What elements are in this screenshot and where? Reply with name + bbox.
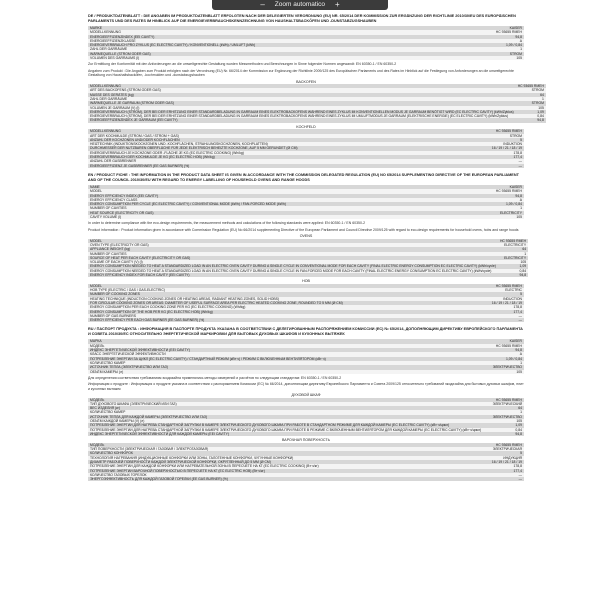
de-hob-row-label: DURCHMESSER DER NUTZBAREN OBERFLÄCHE FÜR JEDE ELEKTRISCH BEHEIZTE KOCHZONE, AUF 5 MM GERUNDET (Ø CM) — [88, 146, 460, 150]
ru-note-product: Информация о продукте : Информация о продукте указана в соответствии с распоряжением Комиссии (ЕС) № 66/2014, дополняющим директиву Европейского Парламента и Совета 2009/125 относительно требований экодизайна для бытовых духовых шкафов, плит и кухонных вытяжек — [88, 382, 524, 391]
de-hob-row-label: ART DER KOCHMULDE (STROM / GAS / STROM + GAS) — [88, 134, 460, 138]
ru-oven-row-value: HC 93655 RMEH — [483, 398, 524, 402]
de-oven-row-value: 0,84 — [516, 114, 546, 118]
de-label-row-label: MARKE — [88, 26, 460, 30]
de-hob-row-value: 16 / 19 / 21 / 18 / 19 — [460, 146, 524, 150]
ru-intro: RU / ПАСПОРТ ПРОДУКТА : ИНФОРМАЦИЯ В ПАСПОРТЕ ПРОДУКТА УКАЗАНА В СООТВЕТСТВИИ С ДЕЛЕГИРОВАННЫМ РАСПОРЯЖЕНИЕМ КОМИССИИ (ЕС) № 65/2014, ДОПОЛНЯЮЩИМ ДИРЕКТИВУ ЕВРОПЕЙСКОГО ПАРЛАМЕНТА И СОВЕТА 2010/30/ЕС ОТНОСИТЕЛЬНО ЭНЕРГЕТИЧЕСКОЙ МАРКИРОВКИ ДЛЯ БЫТОВЫХ ДУХОВЫХ ШКАФОВ И КУХОННЫХ ВЫТЯЖЕК — [88, 327, 523, 337]
en-oven-row-label: NUMBER OF CAVITIES — [88, 252, 498, 256]
ru-label-row-label: МОДЕЛЬ — [88, 344, 460, 348]
de-hob-row-label: ANZAHL DER GASBRENNER — [88, 159, 460, 163]
ru-label-row-label: ИСТОЧНИК ТЕПЛА (ЭЛЕКТРИЧЕСТВО ИЛИ ГАЗ) — [88, 365, 460, 369]
de-oven-row-label: ENERGIEEFFIZIENZINDEX JE GARRAUM (EEI CAVITY) — [88, 118, 516, 122]
de-oven-row-value: 1 — [516, 97, 546, 101]
de-note-product: Angaben zum Produkt : Die Angaben zum Produkt erfolgten nach der Verordnung (EU) Nr. 66/2014 der Kommission zur Ergänzung der Richtlinie 2009/125 des Europäischen Parlaments und des Rates im Hinblick auf die Festlegung von Anforderungen an die umweltgerechte Gestaltung von Haushaltsbacköfen, -kochmulden und -dunstabzugshauben — [88, 68, 514, 78]
ru-hob-heading: ВАРОЧНАЯ ПОВЕРХНОСТЬ — [282, 438, 330, 443]
ru-hob-row-value: 177,4 — [460, 469, 524, 473]
en-hob-row-label: ENERGY CONSUMPTION PER EACH COOKING ZONE PER KG (EC ELECTRIC COOKING) (Wh/kg) — [88, 305, 460, 309]
en-oven-row-label: APPLIANCE WEIGHT (kg) — [88, 247, 498, 251]
en-label-row-label: ENERGY CONSUMPTION PER CYCLE (EC ELECTRIC CAVITY) / CONVENTIONAL MODE (kWh) / FAN-FORCED MODE (kWh) — [88, 202, 460, 206]
en-label-row-value: 1 — [460, 206, 524, 210]
en-oven-row-label: ENERGY CONSUMPTION NEEDED TO HEAT A STANDARDIZED LOAD IN AN ELECTRIC OVEN CAVITY DURING A SINGLE CYCLE IN CONVENTIONAL MODE FOR EACH CAVITY (FINAL ELECTRIC ENERGY CONSUMPTION EC ELECTRIC CAVITY) (kWh/cycle) — [90, 264, 496, 269]
en-label-row-label: ENERGY EFFICIENCY CLASS — [88, 198, 460, 202]
ru-label-row-label: МАРКА — [88, 339, 460, 343]
de-label-row-label: ENERGIEEFFIZIENZINDEX (EEI CAVITY) — [88, 35, 460, 39]
en-label-row-label: CAVITY VOLUME (l) — [88, 215, 460, 219]
en-hob-row-value: 16 / 19 / 21 / 18 / 19 — [460, 301, 524, 305]
ru-label-row-value: 105 — [460, 370, 524, 374]
ru-oven-row-value: 1 — [483, 410, 524, 414]
ru-oven-row-label: ОБЪЁМ КАЖДОЙ КАМЕРЫ (V) (л) — [88, 419, 483, 423]
de-hob-row-value: — — [460, 164, 524, 168]
zoom-in-button[interactable]: + — [335, 0, 340, 9]
en-hob-row-label: FOR CIRCULAR COOKING ZONES OR AREAS: DIAMETER OF USEFUL SURFACE AREA PER ELECTRIC HEATED COOKING ZONE, ROUNDED TO 5 MM (Ø CM) — [88, 301, 460, 305]
en-hob-row-value: 178,8 — [460, 305, 524, 309]
ru-hob-row-label: ПОТРЕБЛЕНИЕ ЭНЕРГИИ ДЛЯ КАЖДОЙ КОНФОРКИ ИЛИ НАГРЕВАТЕЛЬНОЙ ЗОНЫ В ПЕРЕСЧЕТЕ НА КГ (EC ELECTRIC COOKING) (Вт·ч/кг) — [88, 464, 460, 468]
de-label-row-value: 94,8 — [460, 35, 524, 39]
de-oven-row-label: MASSE DES GERÄTES (kg) — [88, 93, 516, 97]
ru-oven-row-value: 105 — [483, 419, 524, 423]
ru-hob-row-label: ПОТРЕБЛЕНИЕ ЭНЕРГИИ ВАРОЧНОЙ ПОВЕРХНОСТЬЮ В ПЕРЕСЧЕТЕ НА КГ (EC ELECTRIC HOB) (Вт·ч/кг) — [88, 469, 460, 473]
de-oven-heading: BACKOFEN — [296, 79, 316, 84]
de-hob-row-value: HC 93655 RMEH — [460, 129, 524, 133]
en-oven-row-label: MODEL — [88, 239, 498, 243]
ru-label-row-value: 94,8 — [460, 348, 524, 352]
ru-hob-row-label: ЭНЕРГОЭФФЕКТИВНОСТЬ ДЛЯ КАЖДОЙ ГАЗОВОЙ ГОРЕЛКИ (EE GAS BURNER) (%) — [88, 477, 460, 481]
ru-oven-row-value: ЭЛЕКТРИЧЕСТВО — [483, 415, 524, 419]
en-label-table — [88, 185, 524, 219]
en-oven-row-value: HC 93655 RMEH — [499, 238, 527, 243]
de-hob-row-label: ENERGIEVERBRAUCH JE KOCHZONE ODER -FLÄCHE JE KG (EC ELECTRIC COOKING) (Wh/kg) — [88, 151, 460, 155]
ru-label-row-value: A — [460, 352, 524, 356]
document-page — [88, 14, 544, 600]
de-hob-row-value: 5 — [460, 138, 524, 142]
de-hob-table — [88, 129, 524, 168]
ru-oven-row-label: МОДЕЛЬ — [88, 398, 483, 402]
ru-hob-row-value: HC 93655 RMEH — [460, 443, 524, 447]
de-oven-row-value: STROM — [516, 101, 546, 105]
de-hob-heading: KOCHFELD — [296, 124, 316, 129]
zoom-level-label[interactable]: Zoom automatico — [274, 1, 325, 8]
ru-label-table — [88, 339, 524, 373]
en-label-row — [88, 215, 524, 219]
en-label-row-label: ENERGY EFFICIENCY INDEX (EEI CAVITY) — [88, 194, 460, 198]
ru-hob-row-label: ТЕХНОЛОГИЯ НАГРЕВАНИЯ (ИНДУКЦИОННЫЕ КОНФОРКИ ИЛИ ЗОНЫ, ГАЛОГЕННЫЕ КОНФОРКИ, ЧУГУННЫЕ КОНФОРКИ) — [88, 456, 460, 460]
ru-hob-row-value: ЭЛЕКТРИЧЕСКАЯ — [460, 447, 524, 451]
de-hob-row-value: 177,4 — [460, 155, 524, 159]
en-hob-row-label: ENERGY CONSUMPTION OF THE HOB PER KG (EC ELECTRIC HOB) (Wh/kg) — [88, 310, 460, 314]
de-oven-row-label: ENERGIEVERBRAUCH (STROM), DER BEI DER ERHITZUNG EINER STANDARDBELADUNG IN GARRAUM EINES ELEKTROBACKOFENS WÄHREND EINES ZYKLUS IM KONVENTIONELLEN MODUS JE GARRAUM BENÖTIGT WIRD (EC ELECTRIC CAVITY) (kWh/Zyklus) — [90, 109, 514, 114]
ru-oven-row-value: 1,09 — [483, 423, 524, 427]
de-intro: DE / PRODUKTDATENBLATT : DIE ANGABEN IM PRODUKTDATENBLATT ERFOLGTEN NACH DER DELEGIERTEN VERORDNUNG (EU) NR. 65/2014 DER KOMMISSION ZUR ERGÄNZUNG DER RICHTLINIE 2010/30/EU DES EUROPÄISCHEN PARLAMENTS UND DES RATES IM HINBLICK AUF DIE ENERGIEVERBRAUCHSKENNZEICHNUNG VON HAUSHALTSBACKÖFEN UND -DUNSTABZUGSHAUBEN — [88, 14, 516, 23]
ru-hob-row-label: ТИП ПОВЕРХНОСТИ (ЭЛЕКТРИЧЕСКАЯ / ГАЗОВАЯ / ЭЛЕКТРОГАЗОВАЯ) — [88, 447, 460, 451]
de-oven-row-value: 105 — [516, 106, 546, 110]
de-label-row-value: 1 — [460, 47, 524, 51]
de-label-row-label: ENERGIEVERBRAUCH PRO ZYKLUS (EC ELECTRIC CAVITY) / KONVENTIONELL (kWh) / UMLUFT (kWh) — [88, 43, 460, 47]
de-label-row-label: VOLUMEN DES GARRAUMS (l) — [88, 56, 460, 60]
en-hob-row-value: 177,4 — [460, 310, 524, 314]
en-oven-row-label: VOLUME OF EACH CAVITY (V) (l) — [88, 260, 498, 264]
en-oven-row-value: 1,09 — [498, 264, 528, 268]
en-label-row-label: NUMBER OF CAVITIES — [88, 206, 460, 210]
en-label-row-value: ELECTRICITY — [460, 211, 524, 215]
en-hob-row-label: ENERGY EFFICIENCY PER EACH GAS BURNER (EE GAS BURNER) (%) — [88, 318, 460, 322]
de-label-row-value: STROM — [460, 52, 524, 56]
ru-oven-row — [88, 432, 524, 436]
en-hob-row-label: NUMBER OF GAS BURNERS — [88, 314, 460, 318]
ru-hob-row-value: — — [460, 473, 524, 477]
en-hob-row-label: HEATING TECHNIQUE (INDUCTION COOKING ZONES OR HEATING AREAS, RADIANT HEATING ZONES, SOLID HOBS) — [88, 297, 460, 301]
de-label-row-label: ENERGIEEFFIZIENZKLASSE — [88, 39, 460, 43]
de-oven-row-label: WÄRMEQUELLE JE GARRAUM (STROM ODER GAS) — [88, 101, 516, 105]
en-note-product: Product information : Product information given in accordance with Commission Regulation (EU) No 66/2014 supplementing Directive of the European Parliament and Council Directive 2009/125 with regard to eco-design requirements for household ovens, hobs and range hoods — [88, 227, 519, 232]
en-hob-table — [88, 284, 524, 323]
ru-oven-row-label: ВЕС ИЗДЕЛИЯ (кг) — [88, 406, 483, 410]
en-oven-row-value: 1 — [498, 252, 528, 256]
ru-oven-row-label: ТИП ДУХОВОГО ШКАФА (ЭЛЕКТРИЧЕСКИЙ ИЛИ ГАЗ) — [88, 402, 483, 406]
en-hob-row-value: ELECTRIC — [460, 288, 524, 292]
ru-oven-table — [88, 398, 524, 437]
en-label-row-value: A — [460, 198, 524, 202]
zoom-out-button[interactable]: – — [260, 0, 265, 9]
ru-label-row-value: 1,09 / 0,84 — [460, 357, 524, 361]
ru-label-row-label: ОБЪЁМ КАМЕРЫ (л) — [88, 370, 460, 374]
en-oven-row-value: 64 — [498, 247, 528, 251]
en-hob-row-label: MODEL — [88, 284, 460, 288]
de-hob-row-value: 178,8 — [460, 151, 524, 155]
zoom-control — [212, 0, 388, 10]
ru-hob-row-value: — — [460, 477, 524, 481]
en-hob-row-value: — — [460, 318, 524, 322]
en-oven-row-label: ENERGY EFFICIENCY INDEX FOR EACH CAVITY (EEI CAVITY) — [88, 273, 498, 277]
ru-oven-heading: ДУХОВОЙ ШКАФ — [291, 393, 321, 398]
de-label-row-label: WÄRMEQUELLE (STROM ODER GAS) — [88, 52, 460, 56]
en-oven-row-value: ELECTRICITY — [498, 243, 528, 247]
ru-oven-row-label: ИНДЕКС ЭНЕРГЕТИЧЕСКОЙ ЭФФЕКТИВНОСТИ ДЛЯ КАЖДОЙ КАМЕРЫ (EEI CAVITY) — [88, 432, 483, 436]
ru-hob-row-label: МОДЕЛЬ — [88, 443, 460, 447]
en-oven-row-label: SOURCE OF HEAT PER EACH CAVITY (ELECTRICITY OR GAS) — [88, 256, 498, 260]
ru-hob-row-value: 16 / 19 / 21 / 18 / 19 — [460, 460, 524, 464]
de-oven-row-value: HC 93655 RMEH — [517, 84, 544, 89]
de-oven-row-value: 94,8 — [516, 118, 546, 122]
en-oven-row-value: 105 — [498, 260, 528, 264]
de-oven-row-label: ENERGIEVERBRAUCH (STROM), DER BEI DER ERHITZUNG EINER STANDARDBELADUNG IN GARRAUM EINES ELEKTROBACKOFENS WÄHREND EINES ZYKLUS IM UMLUFTMODUS JE GARRAUM (ELEKTRISCHE ENERGIE) (EC ELECTRIC CAVITY) (kWh/Zyklus) — [88, 114, 516, 118]
de-oven-row — [88, 118, 546, 122]
de-label-row-value: 1,09 / 0,84 — [460, 43, 524, 47]
ru-label-row-value: HC 93655 RMEH — [460, 344, 524, 348]
en-oven-row-value: 94,8 — [498, 273, 528, 277]
en-hob-row-value: 5 — [460, 292, 524, 296]
en-label-row-value: HC 93655 RMEH — [460, 189, 524, 193]
ru-hob-row-label: КОЛИЧЕСТВО ГАЗОВЫХ ГОРЕЛОК — [88, 473, 460, 477]
de-label-row-value: KAISER — [460, 26, 524, 30]
de-label-row-value: A — [460, 39, 524, 43]
ru-hob-row-label: ДИАМЕТР РАБОЧЕЙ ПОВЕРХНОСТИ КАЖДОЙ ЭЛЕКТРИЧЕСКОЙ КОНФОРКИ, ОКРУГЛЕННЫЙ ДО 5 ММ (Ø СМ) — [88, 460, 460, 464]
ru-oven-row-label: ПОТРЕБЛЕНИЕ ЭНЕРГИИ ДЛЯ НАГРЕВА СТАНДАРТНОЙ ЗАГРУЗКИ В КАМЕРЕ ЭЛЕКТРИЧЕСКОГО ДУХОВОГО ШКАФА ПРИ РАБОТЕ В РЕЖИМЕ С ВКЛЮЧЕННЫМ ВЕНТИЛЯТОРОМ ДЛЯ КАЖДОЙ КАМЕРЫ (EC ELECTRIC CAVITY) (кВт·ч/цикл) — [90, 427, 482, 432]
ru-label-row-value: ЭЛЕКТРИЧЕСТВО — [460, 365, 524, 369]
ru-label-row — [88, 370, 524, 374]
en-label-row-value: 1,09 / 0,84 — [460, 202, 524, 206]
ru-oven-row-value: 94,8 — [483, 432, 524, 436]
en-hob-row-label: HOB TYPE (ELECTRIC / GAS / GAS-ELECTRIC) — [88, 288, 460, 292]
en-oven-row-label: ENERGY CONSUMPTION NEEDED TO HEAT A STANDARDIZED LOAD IN AN ELECTRIC OVEN CAVITY DURING A SINGLE CYCLE IN FAN-FORCED MODE FOR EACH CAVITY (FINAL ELECTRIC ENERGY CONSUMPTION EC ELECTRIC CAVITY) (kWh/cycle) — [88, 269, 498, 273]
de-hob-row-label: ENERGIEEFFIZIENZ JE GASBRENNER (EE GAS BURNER) (%) — [88, 164, 460, 168]
en-oven-row-value: ELECTRICITY — [498, 256, 528, 260]
en-oven-row-label: OVEN TYPE (ELECTRICITY OR GAS) — [88, 243, 498, 247]
de-oven-row-label: ART DES BACKOFENS (STROM ODER GAS) — [88, 88, 516, 92]
en-label-row-label: HEAT SOURCE (ELECTRICITY OR GAS) — [88, 211, 460, 215]
de-oven-row-label: MODELLKENNUNG — [88, 84, 516, 88]
en-hob-row — [88, 318, 524, 322]
de-note-standards: Zur Ermittlung der Konformität mit den Anforderungen an die umweltgerechte Gestaltung wurden Messmethoden und Berechnungen in Sinne folgender Normen angewandt: EN 60350-1 / EN 60350-2 — [88, 62, 397, 67]
en-label-row-label: NAME — [88, 185, 460, 189]
en-hob-row-value: HC 93655 RMEH — [460, 284, 524, 288]
en-label-row-value: KAISER — [460, 185, 524, 189]
de-label-table — [88, 26, 524, 60]
de-hob-row-value: INDUKTION — [460, 142, 524, 146]
en-oven-row-value: 0,84 — [498, 269, 528, 273]
de-hob-row-value: STROM — [460, 134, 524, 138]
ru-label-row-label: КЛАСС ЭНЕРГЕТИЧЕСКОЙ ЭФФЕКТИВНОСТИ — [88, 352, 460, 356]
de-oven-table — [88, 84, 546, 123]
en-hob-row-label: NUMBER OF COOKING ZONES — [88, 292, 460, 296]
ru-oven-row-value: 64 — [483, 406, 524, 410]
de-hob-row-label: MODELLKENNUNG — [88, 129, 460, 133]
de-label-row-label: MODELLKENNUNG — [88, 30, 460, 34]
ru-oven-row-label: ПОТРЕБЛЕНИЕ ЭНЕРГИИ ДЛЯ НАГРЕВА СТАНДАРТНОЙ ЗАГРУЗКИ В КАМЕРЕ ЭЛЕКТРИЧЕСКОГО ДУХОВОГО ШКАФА ПРИ РАБОТЕ В СТАНДАРТНОМ РЕЖИМЕ ДЛЯ КАЖДОЙ КАМЕРЫ (EC ELECTRIC CAVITY) (кВт·ч/цикл) — [88, 423, 483, 427]
en-label-row-value: 94,8 — [460, 194, 524, 198]
en-hob-row-value: — — [460, 314, 524, 318]
en-oven-row — [88, 273, 528, 277]
ru-hob-row — [88, 477, 524, 481]
de-label-row-value: 105 — [460, 56, 524, 60]
de-oven-row-label: VOLUMEN JE GARRAUM (V) (l) — [88, 106, 516, 110]
de-oven-row-value: 64 — [516, 93, 546, 97]
de-oven-row-value: 1,09 — [516, 110, 546, 114]
de-oven-row-value: STROM — [516, 88, 546, 92]
de-label-row-label: ZAHL DER GARRÄUME — [88, 47, 460, 51]
de-hob-row — [88, 164, 524, 168]
en-hob-heading: HOB — [302, 279, 310, 284]
de-hob-row-label: HEIZTECHNIK (INDUKTIONSKOCHZONEN UND -KOCHFLÄCHEN, STRAHLUNGSKOCHZONEN, KOCHPLATTEN) — [88, 142, 460, 146]
en-note-standards: In order to determine compliance with the eco-design requirements, the measurement methods and calculations of the following standards were applied: EN 60350-1 / EN 60350-2 — [88, 221, 366, 226]
ru-label-row-label: КОЛИЧЕСТВО КАМЕР — [88, 361, 460, 365]
ru-oven-row-value: 0,84 — [483, 428, 524, 432]
ru-hob-row-label: КОЛИЧЕСТВО КОНФОРОК — [88, 451, 460, 455]
ru-hob-row-value: 5 — [460, 451, 524, 455]
de-hob-row-label: ANZAHL DER KOCHZONEN UND/ODER KOCHFLÄCHEN — [88, 138, 460, 142]
ru-hob-row-value: 178,8 — [460, 464, 524, 468]
de-label-row — [88, 56, 524, 60]
ru-note-standards: Для определения соответствия требованиям экодизайна применялись методы измерений и расчётов по следующим стандартам: EN 60350-1 / EN 60350-2 — [88, 375, 342, 380]
de-hob-row-value: — — [460, 159, 524, 163]
ru-oven-row-label: КОЛИЧЕСТВО КАМЕР — [88, 410, 483, 414]
ru-label-row-value: KAISER — [460, 339, 524, 343]
ru-oven-row-value: ЭЛЕКТРИЧЕСКИЙ — [483, 402, 524, 406]
de-label-row-value: HC 93655 RMEH — [460, 30, 524, 34]
en-hob-row-value: INDUCTION — [460, 297, 524, 301]
en-intro: EN / PRODUCT FICHE : THE INFORMATION IN THE PRODUCT DATA SHEET IS GIVEN IN ACCORDANCE WITH THE COMMISSION DELEGATED REGULATION (EU) NO 65/2014 SUPPLEMENTING DIRECTIVE OF THE EUROPEAN PARLIAMENT AND OF THE COUNCIL 2010/30/EU WITH REGARD TO ENERGY LABELLING OF HOUSEHOLD OVENS AND RANGE HOODS — [88, 172, 519, 182]
ru-label-row-label: ИНДЕКС ЭНЕРГЕТИЧЕСКОЙ ЭФФЕКТИВНОСТИ (EEI CAVITY) — [88, 348, 460, 352]
ru-oven-row-label: ИСТОЧНИК ТЕПЛА ДЛЯ КАЖДОЙ КАМЕРЫ (ЭЛЕКТРИЧЕСТВО ИЛИ ГАЗ) — [88, 415, 483, 419]
de-hob-row-label: ENERGIEVERBRAUCH DER KOCHMULDE JE KG (EC ELECTRIC HOB) (Wh/kg) — [88, 155, 460, 159]
ru-hob-row-value: ИНДУКЦИЯ — [460, 456, 524, 460]
en-oven-table — [88, 239, 528, 278]
ru-label-row-label: ПОТРЕБЛЕНИЕ ЭНЕРГИИ ЗА ЦИКЛ (EC ELECTRIC CAVITY) / СТАНДАРТНЫЙ РЕЖИМ (кВт·ч) / РЕЖИМ С ВКЛЮЧЕННЫМ ВЕНТИЛЯТОРОМ (кВт·ч) — [88, 357, 460, 361]
ru-hob-table — [88, 443, 524, 482]
de-oven-row-label: ZAHL DER GARRÄUME — [88, 97, 516, 101]
en-label-row-value: 105 — [460, 215, 524, 219]
ru-label-row-value: 1 — [460, 361, 524, 365]
viewer-toolbar — [0, 0, 600, 10]
en-label-row-label: MODEL — [88, 189, 460, 193]
en-oven-heading: OVENS — [299, 234, 313, 239]
